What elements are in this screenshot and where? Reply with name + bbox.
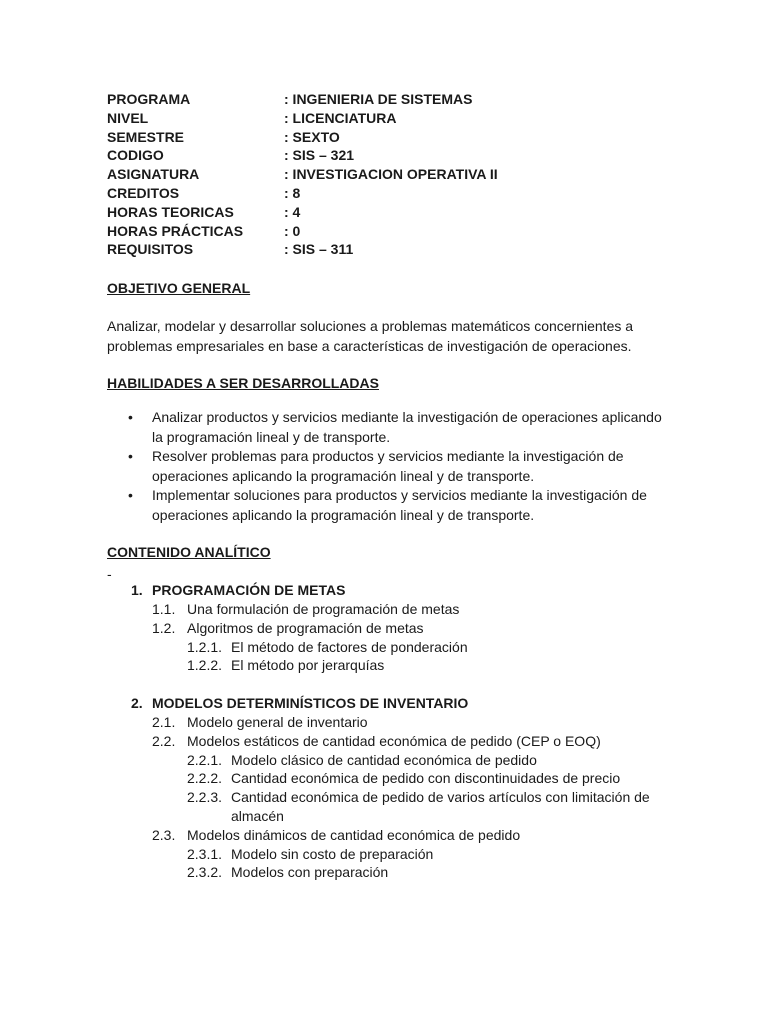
subsection-text: Modelos dinámicos de cantidad económica de pedido — [187, 826, 521, 843]
section-number: 2. — [131, 695, 143, 712]
subsubsection-number: 2.3.1. — [187, 845, 223, 862]
subsection-number: 1.2. — [152, 619, 176, 636]
subsection — [107, 826, 667, 845]
section-number: 1. — [131, 582, 143, 599]
subsubsection — [107, 638, 667, 657]
info-label: CODIGO — [107, 147, 164, 164]
info-row-creditos — [107, 184, 667, 203]
info-row-nivel — [107, 109, 667, 128]
subsubsection — [107, 769, 667, 788]
subsection-number: 2.2. — [152, 732, 176, 749]
bullet-icon: • — [128, 487, 133, 504]
info-value: : SIS – 321 — [284, 147, 355, 164]
section-title-text: PROGRAMACIÓN DE METAS — [152, 582, 346, 599]
info-row-requisitos — [107, 240, 667, 259]
subsection-number: 1.1. — [152, 600, 176, 617]
info-label: HORAS TEORICAS — [107, 203, 234, 220]
list-item-text: Analizar productos y servicios mediante la investigación de operaciones aplicando la programación lineal y de transporte. — [152, 409, 662, 445]
info-row-asignatura — [107, 165, 667, 184]
subsubsection-number: 2.3.2. — [187, 864, 223, 881]
subsubsection — [107, 845, 667, 864]
course-info-table — [107, 90, 667, 259]
objetivo-text: Analizar, modelar y desarrollar soluciones a problemas matemáticos concernientes a problemas empresariales en base a características de investigación de operaciones. — [107, 318, 634, 354]
info-value: : SIS – 311 — [284, 241, 354, 258]
subsection — [107, 619, 667, 638]
info-label: PROGRAMA — [107, 91, 191, 107]
info-value: : SEXTO — [284, 128, 340, 145]
info-row-semestre — [107, 128, 667, 147]
info-label: NIVEL — [107, 109, 149, 126]
info-row-programa — [107, 90, 667, 109]
section-title — [107, 694, 667, 713]
info-value: : INVESTIGACION OPERATIVA II — [284, 166, 498, 183]
subsubsection-text: Modelo clásico de cantidad económica de pedido — [231, 751, 537, 768]
list-item — [107, 447, 667, 486]
info-value: : 8 — [284, 184, 301, 201]
subsubsection-number: 2.2.2. — [187, 770, 223, 787]
info-label: HORAS PRÁCTICAS — [107, 222, 244, 239]
habilidades-list — [107, 408, 667, 525]
subsubsection — [107, 863, 667, 882]
info-label: CREDITOS — [107, 184, 180, 201]
dash-marker: - — [107, 566, 112, 583]
list-item — [107, 486, 667, 525]
subsubsection-text: Cantidad económica de pedido de varios artículos con limitación de almacén — [231, 789, 650, 824]
subsubsection-number: 1.2.2. — [187, 657, 223, 674]
bullet-icon: • — [128, 448, 133, 465]
subsubsection-text: Cantidad económica de pedido con discontinuidades de precio — [231, 770, 621, 787]
list-item — [107, 408, 667, 447]
subsection-text: Una formulación de programación de metas — [187, 600, 460, 617]
subsection-text: Modelo general de inventario — [187, 713, 368, 730]
info-value: : INGENIERIA DE SISTEMAS — [284, 91, 473, 107]
subsubsection — [107, 656, 667, 675]
list-item-text: Resolver problemas para productos y servicios mediante la investigación de operaciones aplicando la programación lineal y de transporte. — [152, 448, 624, 484]
subsubsection-number: 1.2.1. — [187, 638, 223, 655]
subsubsection-number: 2.2.1. — [187, 751, 223, 768]
subsection — [107, 600, 667, 619]
subsection-number: 2.3. — [152, 826, 176, 843]
info-label: REQUISITOS — [107, 241, 194, 258]
info-row-horas-practicas — [107, 222, 667, 241]
info-row-codigo — [107, 146, 667, 165]
subsubsection-text: Modelo sin costo de preparación — [231, 845, 434, 862]
info-label: ASIGNATURA — [107, 166, 200, 183]
objetivo-heading: OBJETIVO GENERAL — [107, 280, 251, 297]
habilidades-heading: HABILIDADES A SER DESARROLLADAS — [107, 375, 379, 392]
info-value: : 4 — [284, 203, 301, 220]
subsection — [107, 713, 667, 732]
subsection-text: Modelos estáticos de cantidad económica de pedido (CEP o EOQ) — [187, 732, 601, 749]
info-value: : 0 — [284, 222, 301, 239]
info-row-horas-teoricas — [107, 203, 667, 222]
list-item-text: Implementar soluciones para productos y servicios mediante la investigación de operaciones aplicando la programación lineal y de transporte. — [152, 487, 647, 523]
subsubsection-text: El método de factores de ponderación — [231, 638, 468, 655]
contenido-heading: CONTENIDO ANALÍTICO — [107, 544, 271, 561]
subsection-text: Algoritmos de programación de metas — [187, 619, 424, 636]
info-value: : LICENCIATURA — [284, 109, 397, 126]
subsubsection-text: El método por jerarquías — [231, 657, 385, 674]
section-title-text: MODELOS DETERMINÍSTICOS DE INVENTARIO — [152, 695, 469, 712]
subsubsection — [107, 751, 667, 770]
info-label: SEMESTRE — [107, 128, 185, 145]
bullet-icon: • — [128, 409, 133, 426]
section-title — [107, 581, 667, 600]
document-page — [107, 90, 667, 882]
subsubsection-text: Modelos con preparación — [231, 864, 389, 881]
subsection — [107, 732, 667, 751]
subsection-number: 2.1. — [152, 713, 176, 730]
subsubsection — [107, 788, 667, 826]
subsubsection-number: 2.2.3. — [187, 789, 223, 806]
